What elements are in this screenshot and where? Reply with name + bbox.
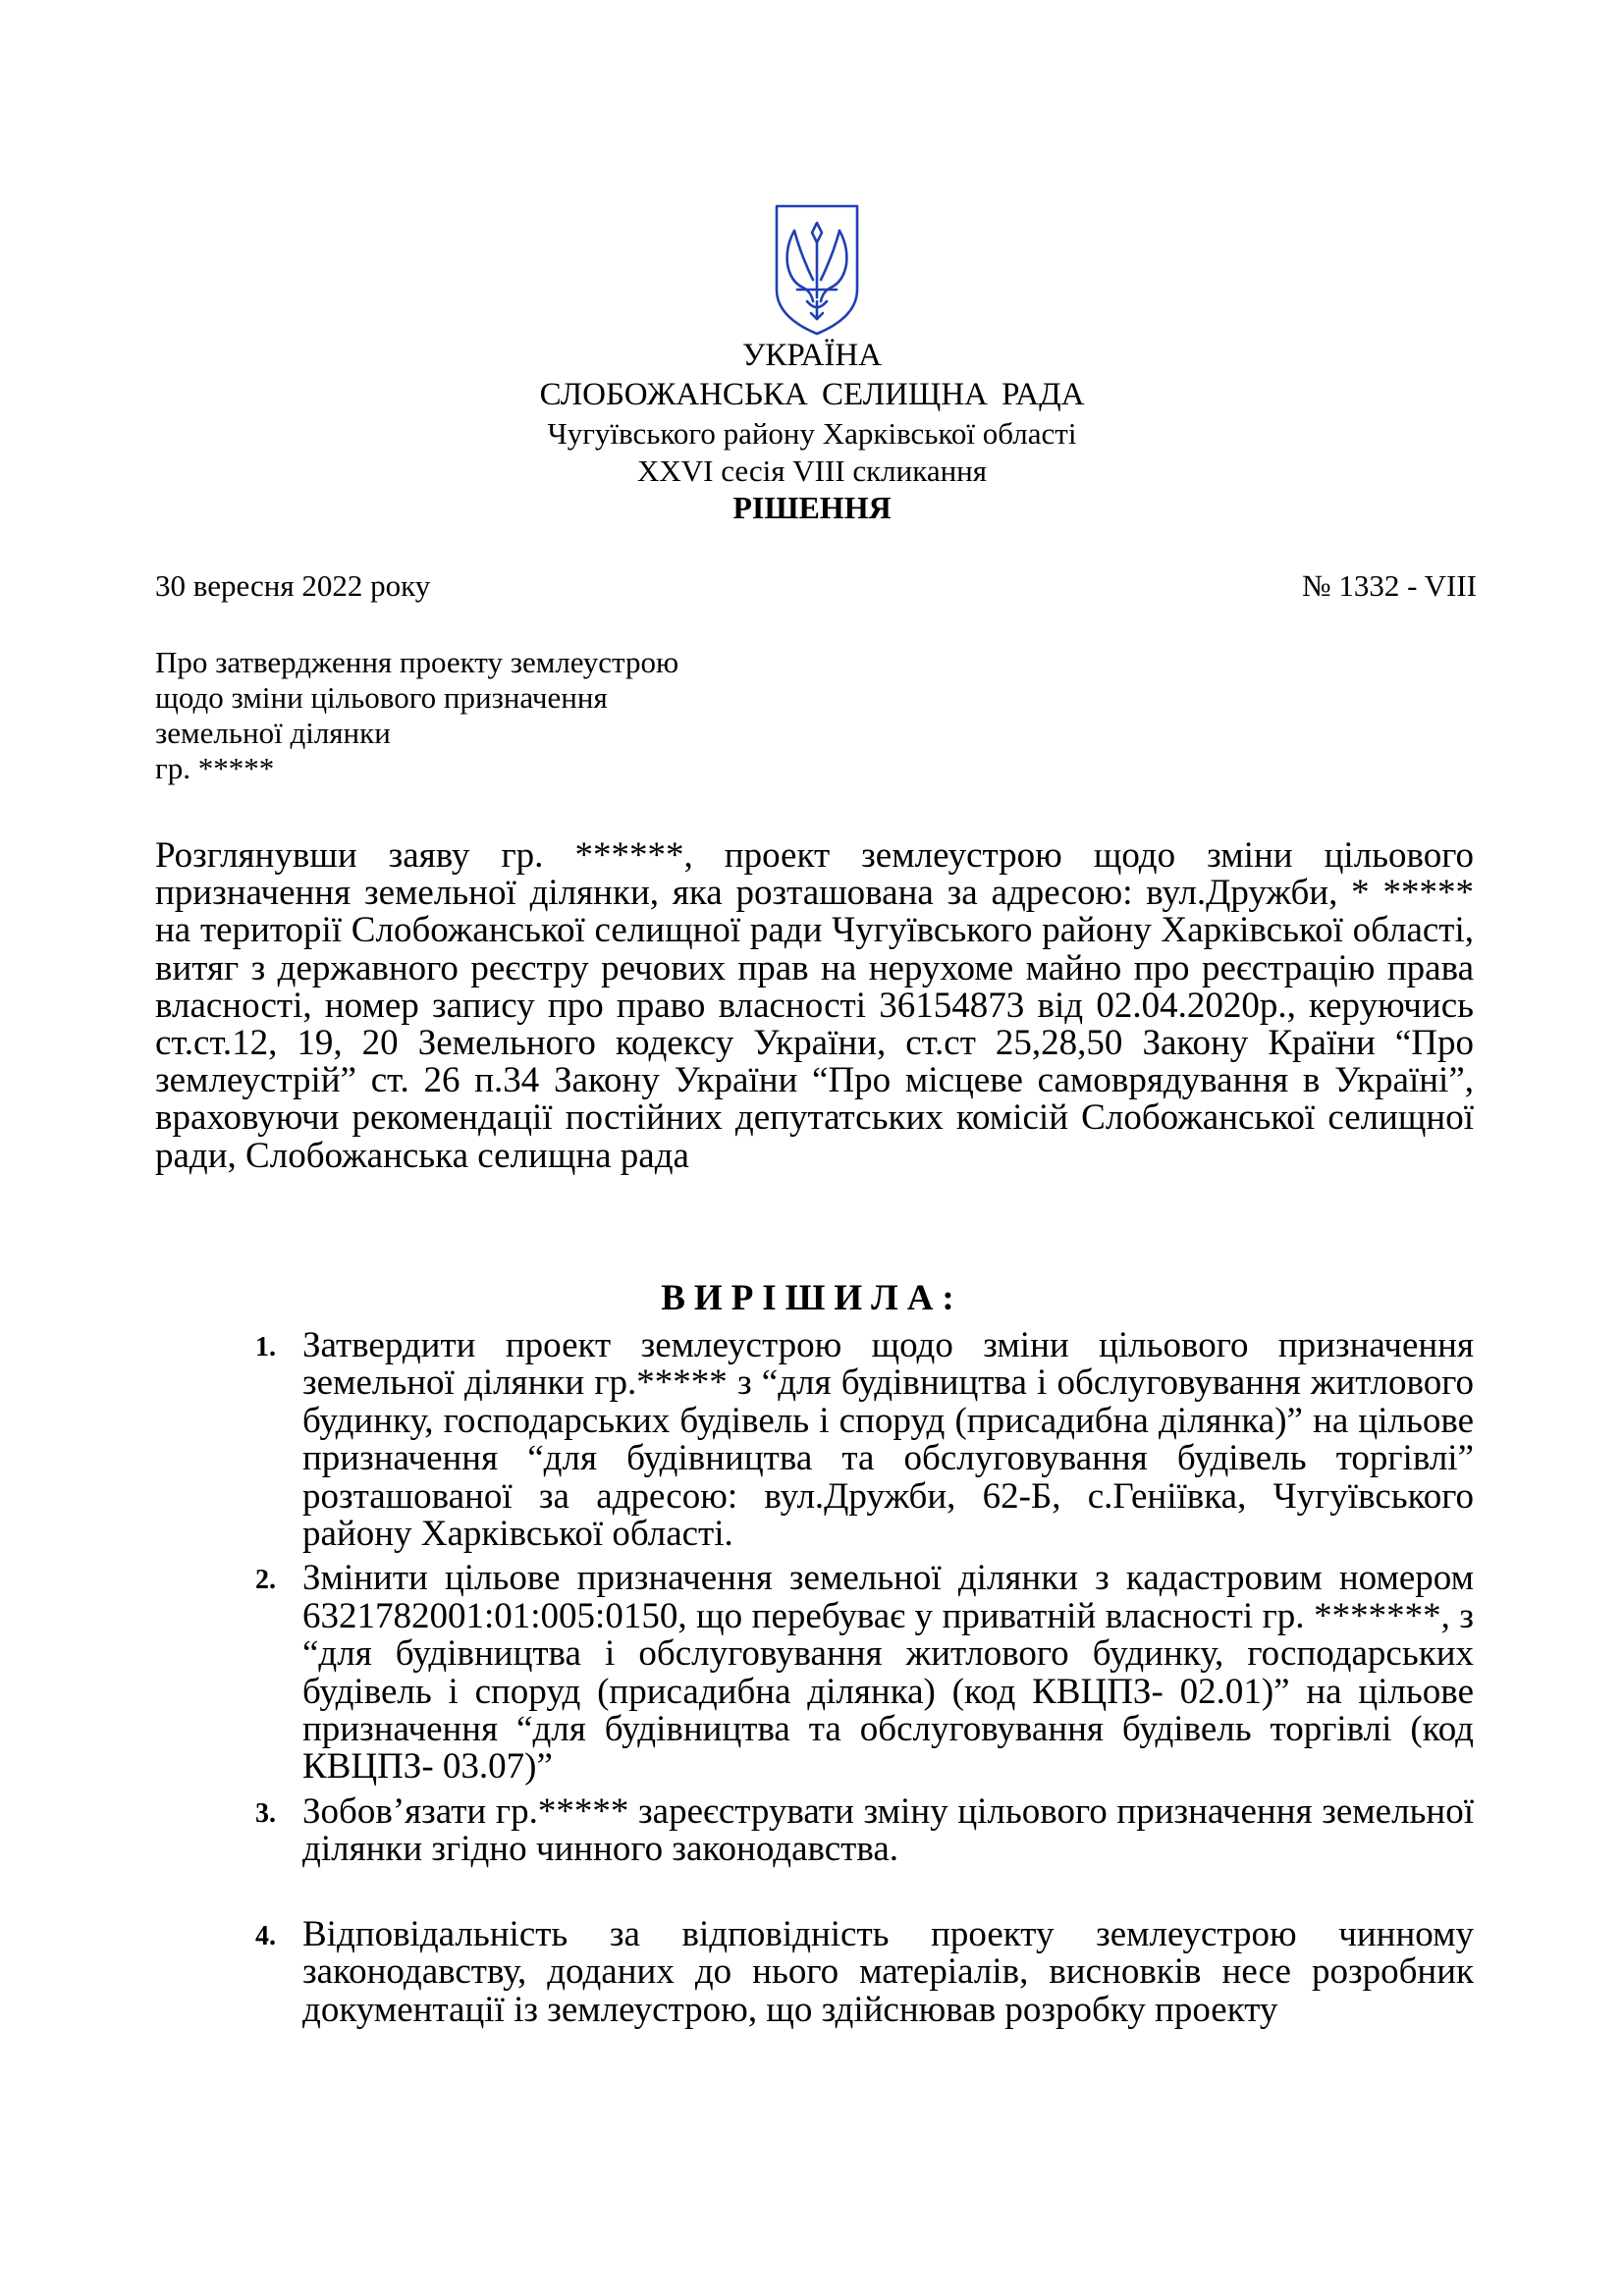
- resolution-item: [155, 1790, 1474, 1870]
- item-text: Затвердити проект землеустрою щодо зміни цільового призначення земельної ділянки гр.***** з “для будівництва і обслуговування житлового будинку, господарських будівель і споруд (присадибна ділянка)” на цільове призначення “для будівництва та обслуговування будівель торгівлі” розташованої за адресою: вул.Дружби, 62-Б, с.Геніївка, Чугуївського району Харківської області.: [302, 1325, 1474, 1555]
- decision-subject: [155, 645, 842, 786]
- subject-line: гр. *****: [155, 751, 275, 785]
- item-number: 2.: [255, 1565, 276, 1596]
- item-text: Зобов’язати гр.***** зареєструвати зміну цільового призначення земельної ділянки згідно чинного законодавства.: [302, 1790, 1474, 1870]
- session-line: XXVI сесія VIII скликання: [636, 454, 988, 488]
- resolution-item: [155, 1560, 1474, 1786]
- resolution-items: [155, 1327, 1474, 2029]
- subject-line: земельної ділянки: [155, 716, 391, 750]
- region-line: Чугуївського району Харківської області: [547, 416, 1077, 451]
- subject-line: щодо зміни цільового призначення: [155, 680, 608, 715]
- item-number: 4.: [255, 1920, 276, 1951]
- item-number: 3.: [255, 1797, 276, 1829]
- item-text: Змінити цільове призначення земельної ділянки з кадастровим номером 6321782001:01:005:0150, що перебуває у приватній власності гр. *******, з “для будівництва і обслуговування житлового будинку, господарських будівель і споруд (присадибна ділянка) (код КВЦПЗ- 02.01)” на цільове призначення “для будівництва та обслуговування будівель торгівлі (код КВЦПЗ- 03.07)”: [302, 1558, 1474, 1788]
- subject-line: Про затвердження проекту землеустрою: [155, 645, 679, 679]
- country-heading: УКРАЇНА: [742, 338, 882, 373]
- document-type-title: РІШЕННЯ: [732, 490, 892, 525]
- resolved-heading: ВИРІШИЛА:: [661, 1278, 963, 1318]
- council-heading: СЛОБОЖАНСЬКА СЕЛИЩНА РАДА: [539, 377, 1085, 412]
- resolution-item: [155, 1327, 1474, 1553]
- coat-of-arms-icon: [774, 203, 860, 337]
- item-text: Відповідальність за відповідність проекту землеустрою чинному законодавству, доданих до нього матеріалів, висновків несе розробник документації із землеустрою, що здійснював розробку проекту: [302, 1913, 1474, 2030]
- preamble-paragraph: Розглянувши заяву гр. ******, проект землеустрою щодо зміни цільового призначення земельної ділянки, яка розташована за адресою: вул.Дружби, * ***** на території Слобожанської селищної ради Чугуївського району Харківської області, витяг з державного реєстру речових прав на нерухоме майно про реєстрацію права власності, номер запису про право власності 36154873 від 02.04.2020р., керуючись ст.ст.12, 19, 20 Земельного кодексу України, ст.ст 25,28,50 Закону Країни “Про землеустрій” ст. 26 п.34 Закону України “Про місцеве самоврядування в Україні”, враховуючи рекомендації постійних депутатських комісій Слобожанської селищної ради, Слобожанська селищна рада: [155, 835, 1474, 1176]
- item-number: 1.: [255, 1332, 276, 1362]
- decision-number: № 1332 - VIII: [1302, 568, 1477, 603]
- decision-date: 30 вересня 2022 року: [155, 568, 431, 603]
- resolution-item: [155, 1913, 1474, 2030]
